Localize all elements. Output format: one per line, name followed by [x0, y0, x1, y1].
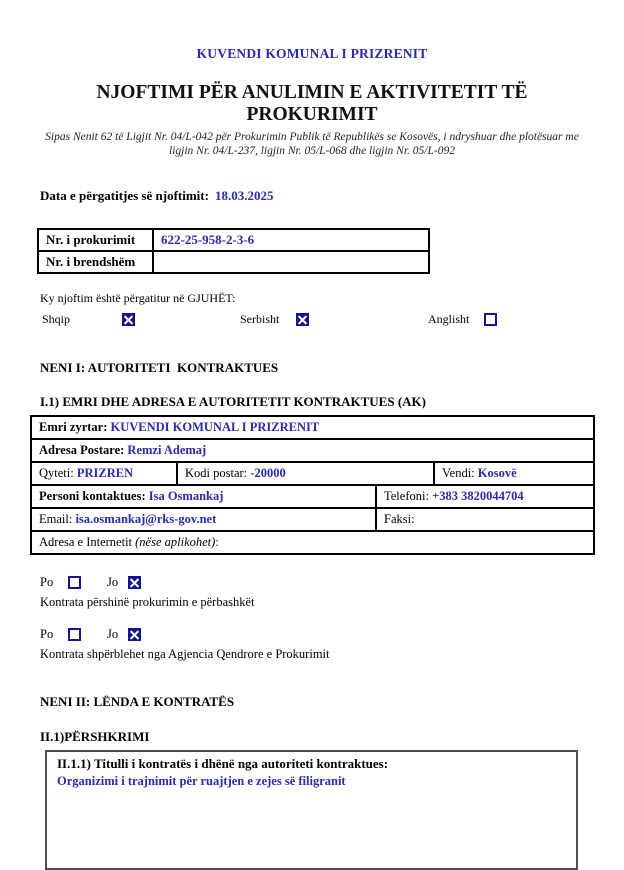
languages-row [42, 312, 624, 327]
jo-checkbox[interactable] [128, 628, 141, 641]
question-joint-procurement [40, 575, 624, 610]
table-row [38, 229, 429, 251]
po-jo-row [40, 575, 624, 590]
internet-address-colon: : [215, 535, 219, 549]
table-row [31, 531, 594, 554]
table-row [31, 508, 594, 531]
internet-address-label: Adresa e Internetit [39, 535, 136, 549]
phone-cell [376, 485, 594, 508]
table-row [31, 462, 594, 485]
country-label: Vendi: [442, 466, 475, 480]
email-value: isa.osmankaj@rks-gov.net [75, 512, 217, 526]
postal-address-label: Adresa Postare: [39, 443, 125, 457]
contact-person-cell [31, 485, 376, 508]
table-row [31, 416, 594, 439]
organization-header: KUVENDI KOMUNAL I PRIZRENIT [196, 46, 428, 61]
contracting-authority-table [30, 415, 595, 555]
procurement-number-table [37, 228, 430, 274]
internet-address-note: (nëse aplikohet) [135, 535, 216, 549]
preparation-date-label: Data e përgatitjes së njoftimit: [40, 188, 209, 203]
contract-title-value: Organizimi i trajnimit për ruajtjen e zejes së filigranit [57, 774, 346, 788]
question-text: Kontrata përshinë prokurimin e përbashkët [40, 595, 255, 609]
postal-address-cell [31, 439, 594, 462]
contract-title-label: II.1.1) Titulli i kontratës i dhënë nga autoriteti kontraktues: [57, 756, 389, 771]
po-jo-row [40, 627, 624, 642]
email-label: Email: [39, 512, 73, 526]
city-label: Qyteti: [39, 466, 74, 480]
postal-address-value: Remzi Ademaj [127, 443, 207, 457]
language-checkbox-serbisht[interactable] [296, 313, 309, 326]
page-title: NJOFTIMI PËR ANULIMIN E AKTIVITETIT TË PROKURIMIT [96, 82, 528, 125]
procurement-number-value: 622-25-958-2-3-6 [153, 229, 429, 251]
email-cell [31, 508, 376, 531]
languages-intro: Ky njoftim është përgatitur në GJUHËT: [40, 291, 236, 305]
preparation-date-value: 18.03.2025 [214, 188, 274, 203]
country-cell [434, 462, 594, 485]
contact-person-label: Personi kontaktues: [39, 489, 146, 503]
table-row [38, 251, 429, 273]
po-label: Po [40, 575, 54, 589]
procurement-cancellation-notice [0, 46, 624, 810]
preparation-date-line [40, 188, 624, 204]
official-name-cell [31, 416, 594, 439]
internal-number-label: Nr. i brendshëm [38, 251, 153, 273]
official-name-label: Emri zyrtar: [39, 420, 108, 434]
language-checkbox-shqip[interactable] [122, 313, 135, 326]
city-value: PRIZREN [76, 466, 134, 480]
country-value: Kosovë [477, 466, 517, 480]
language-label-serbisht: Serbisht [240, 312, 280, 326]
fax-label: Faksi: [384, 512, 415, 526]
section-heading-neni-1: NENI I: AUTORITETI KONTRAKTUES [40, 360, 279, 375]
question-central-agency [40, 627, 624, 662]
jo-label: Jo [107, 627, 119, 641]
subsection-heading-ii1: II.1)PËRSHKRIMI [40, 729, 150, 744]
section-heading-neni-2: NENI II: LËNDA E KONTRATËS [40, 694, 235, 709]
language-label-shqip: Shqip [42, 312, 71, 326]
postal-code-cell [177, 462, 434, 485]
procurement-number-label: Nr. i prokurimit [38, 229, 153, 251]
po-checkbox[interactable] [68, 628, 81, 641]
postal-code-value: -20000 [250, 466, 286, 480]
fax-cell [376, 508, 594, 531]
phone-value: +383 3820044704 [432, 489, 524, 503]
table-row [31, 485, 594, 508]
question-text: Kontrata shpërblehet nga Agjencia Qendrore e Prokurimit [40, 647, 330, 661]
subsection-heading-i1: I.1) EMRI DHE ADRESA E AUTORITETIT KONTRAKTUES (AK) [40, 394, 426, 409]
contact-person-value: Isa Osmankaj [148, 489, 224, 503]
postal-code-label: Kodi postar: [185, 466, 248, 480]
phone-label: Telefoni: [384, 489, 429, 503]
jo-label: Jo [107, 575, 119, 589]
legal-subtitle: Sipas Nenit 62 të Ligjit Nr. 04/L-042 për Prokurimin Publik të Republikës se Kosovës, i ndryshuar dhe plotësuar me ligjin Nr. 04/L-237, ligjin Nr. 05/L-068 dhe ligjin Nr. 05/L-092 [45, 131, 579, 157]
jo-checkbox[interactable] [128, 576, 141, 589]
internal-number-value [153, 251, 429, 273]
official-name-value: KUVENDI KOMUNAL I PRIZRENIT [110, 420, 320, 434]
language-checkbox-anglisht[interactable] [484, 313, 497, 326]
table-row [31, 439, 594, 462]
contract-title-box [45, 750, 578, 870]
internet-address-cell [31, 531, 594, 554]
po-checkbox[interactable] [68, 576, 81, 589]
language-label-anglisht: Anglisht [428, 312, 470, 326]
po-label: Po [40, 627, 54, 641]
city-cell [31, 462, 177, 485]
